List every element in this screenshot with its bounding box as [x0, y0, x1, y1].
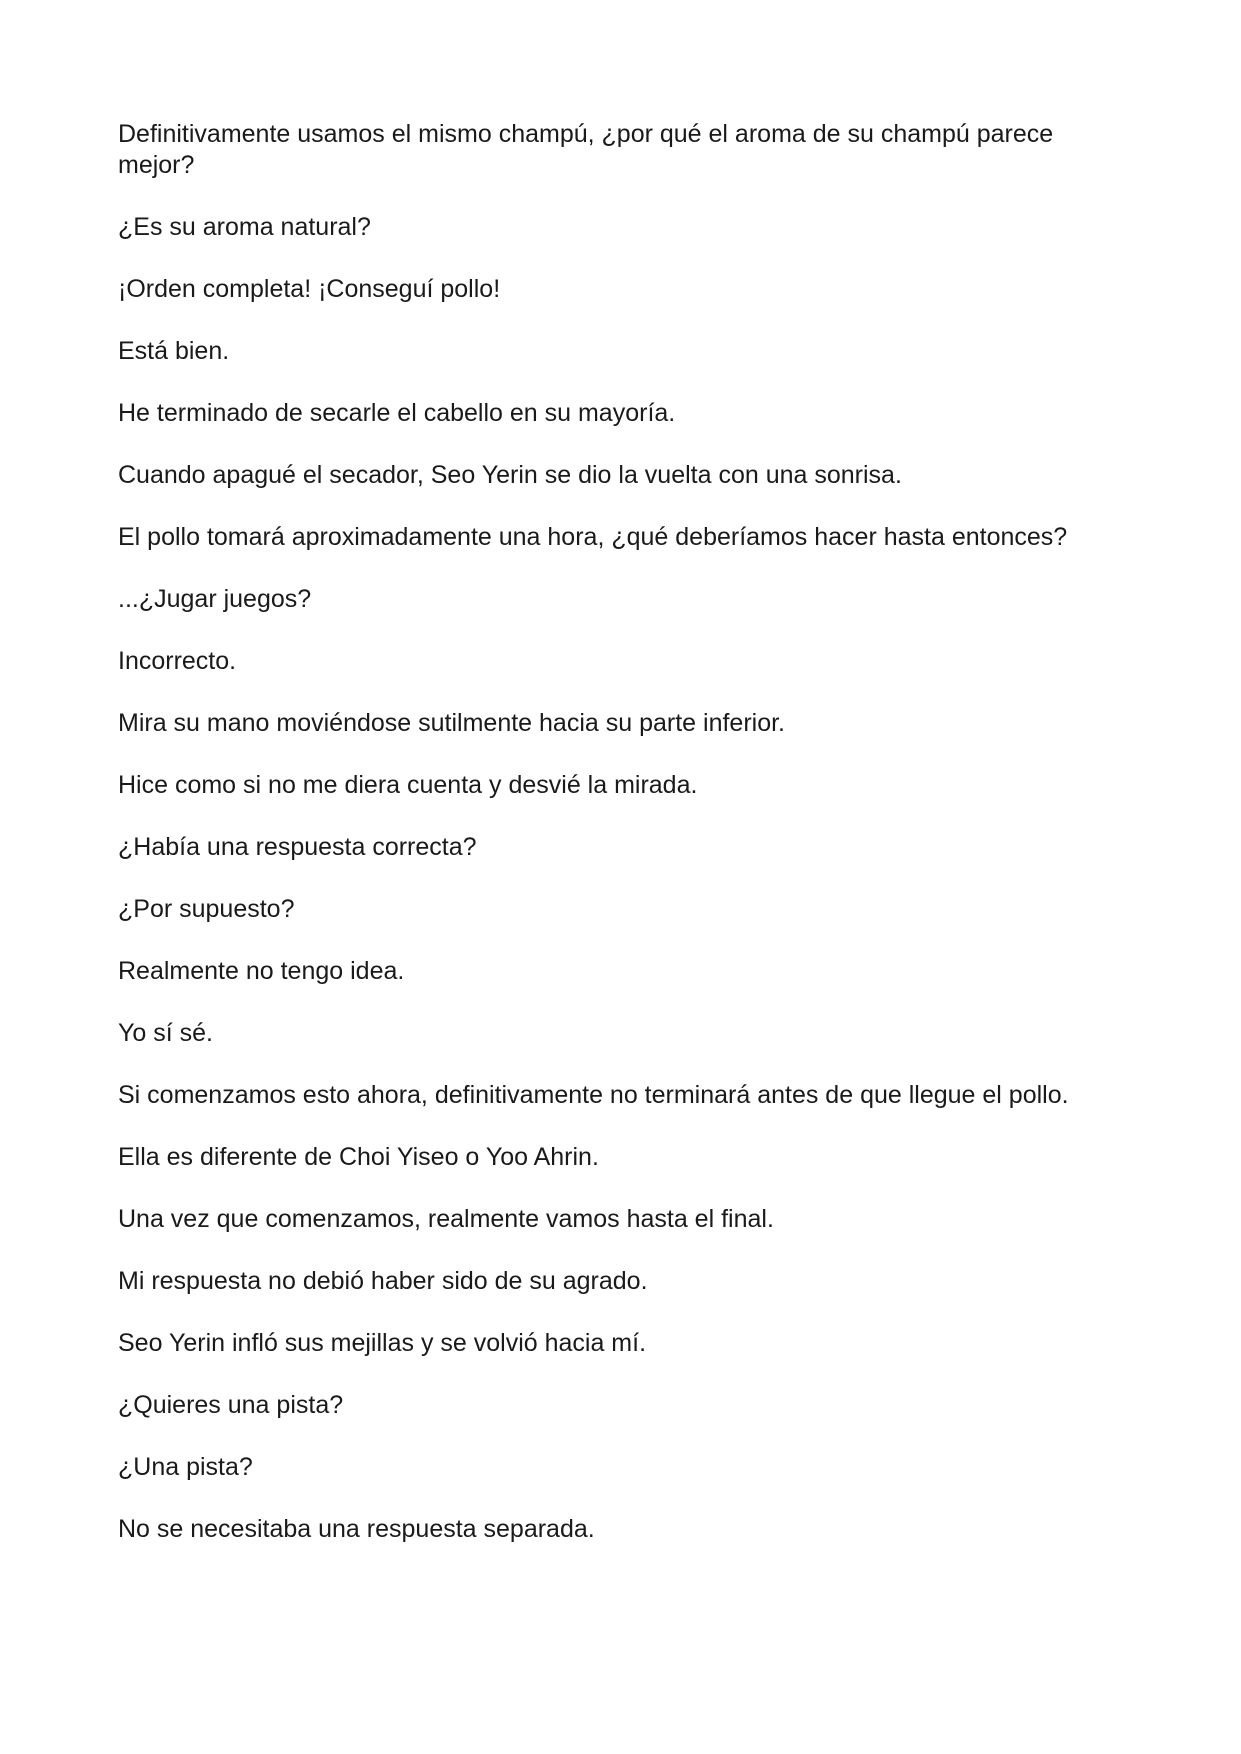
- paragraph: Hice como si no me diera cuenta y desvié la mirada.: [118, 771, 698, 799]
- paragraph: Incorrecto.: [118, 647, 237, 675]
- paragraph: Seo Yerin infló sus mejillas y se volvió hacia mí.: [118, 1329, 647, 1357]
- paragraph: ¿Por supuesto?: [118, 895, 295, 923]
- paragraph: Si comenzamos esto ahora, definitivamente no terminará antes de que llegue el pollo.: [118, 1081, 1069, 1109]
- paragraph: No se necesitaba una respuesta separada.: [118, 1515, 595, 1543]
- paragraph: Mira su mano moviéndose sutilmente hacia su parte inferior.: [118, 709, 785, 737]
- paragraph: Ella es diferente de Choi Yiseo o Yoo Ahrin.: [118, 1143, 599, 1171]
- paragraph: El pollo tomará aproximadamente una hora, ¿qué deberíamos hacer hasta entonces?: [118, 523, 1068, 551]
- paragraph: ¡Orden completa! ¡Conseguí pollo!: [118, 275, 501, 303]
- paragraph: Realmente no tengo idea.: [118, 957, 405, 985]
- paragraph: Definitivamente usamos el mismo champú, ¿por qué el aroma de su champú parece mejor?: [118, 120, 1054, 179]
- paragraph: Una vez que comenzamos, realmente vamos hasta el final.: [118, 1205, 774, 1233]
- paragraph: He terminado de secarle el cabello en su mayoría.: [118, 399, 676, 427]
- paragraph: Yo sí sé.: [118, 1019, 213, 1047]
- paragraph: ¿Quieres una pista?: [118, 1391, 344, 1419]
- paragraph: ¿Había una respuesta correcta?: [118, 833, 477, 861]
- paragraph: Mi respuesta no debió haber sido de su agrado.: [118, 1267, 648, 1295]
- paragraph: Está bien.: [118, 337, 230, 365]
- paragraph: ¿Una pista?: [118, 1453, 253, 1481]
- paragraph: Cuando apagué el secador, Seo Yerin se dio la vuelta con una sonrisa.: [118, 461, 902, 489]
- paragraph: ¿Es su aroma natural?: [118, 213, 371, 241]
- paragraph: ...¿Jugar juegos?: [118, 585, 312, 613]
- document-body: [118, 119, 1098, 1576]
